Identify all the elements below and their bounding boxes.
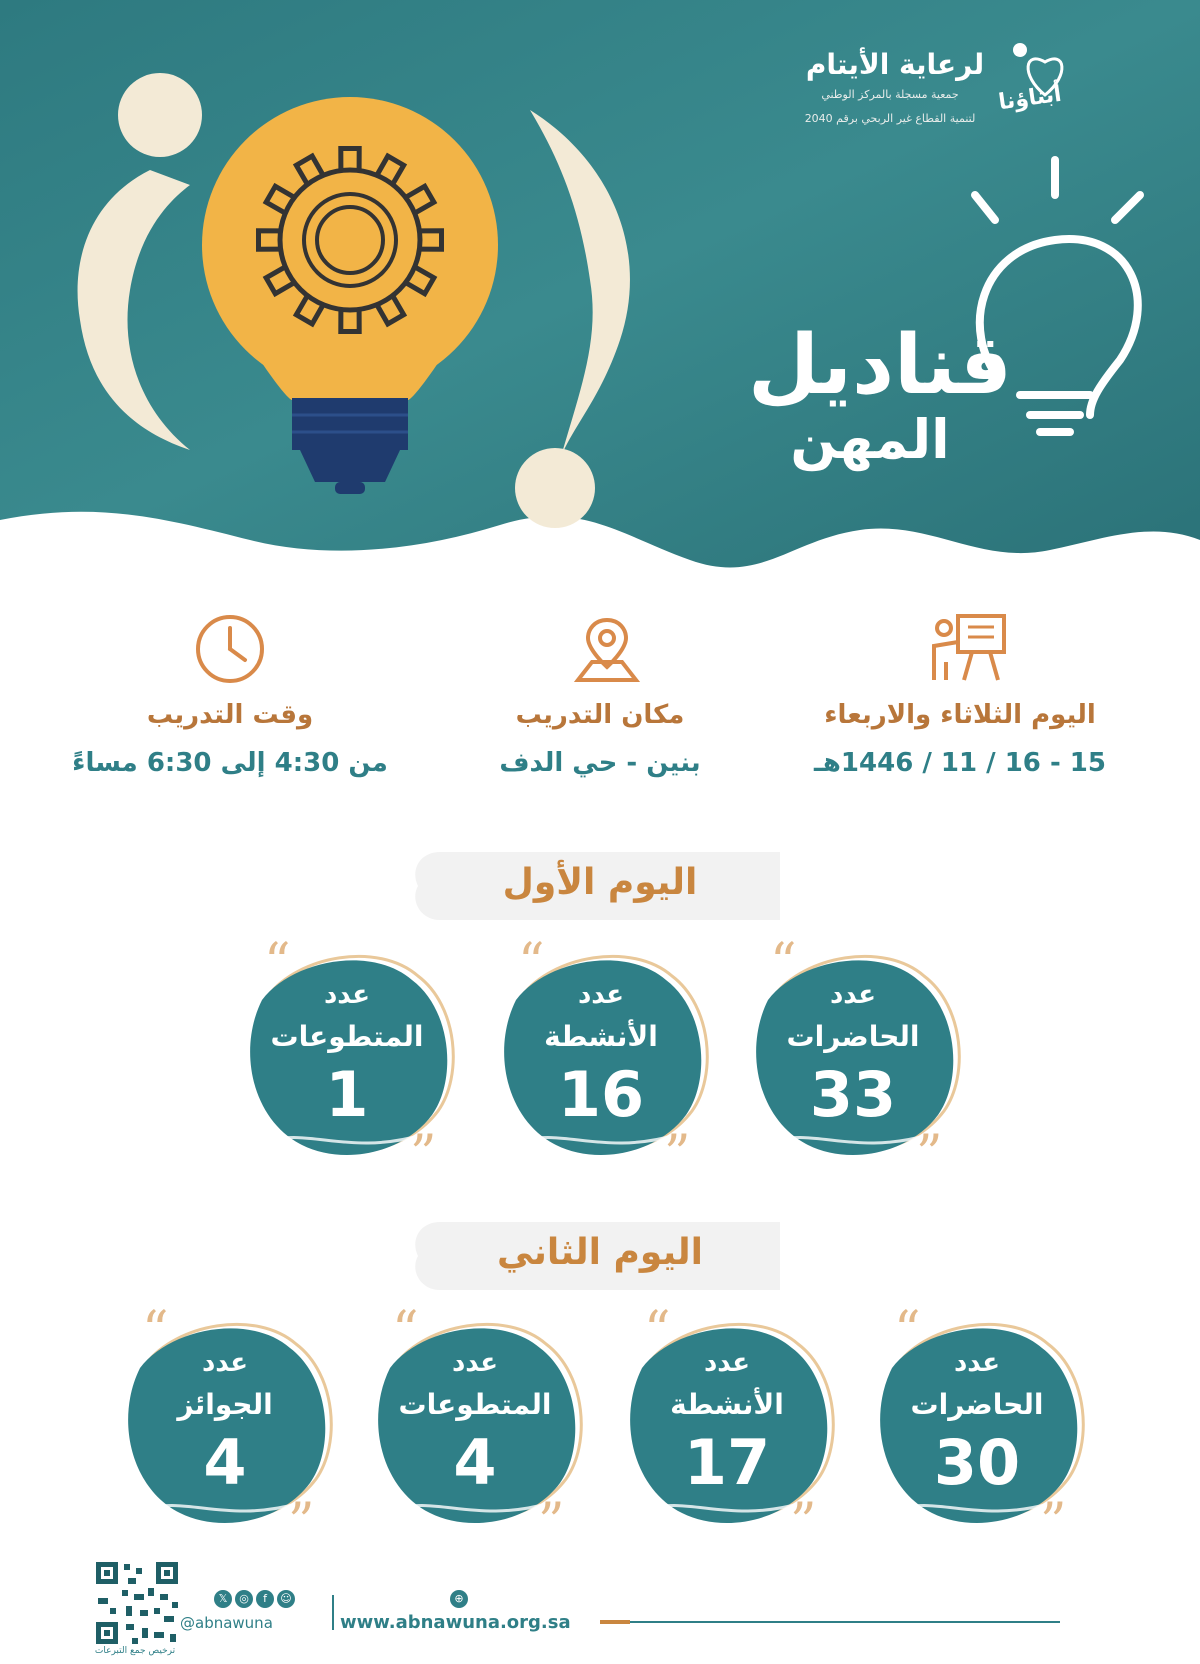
logo-brand: أبناؤنا: [996, 81, 1064, 116]
close-quote-icon: ”: [288, 1493, 315, 1538]
stat-card: [486, 940, 716, 1170]
snapchat-icon[interactable]: ☺: [277, 1590, 295, 1608]
stat-blob: [360, 1308, 590, 1538]
stat-label-2: الحاضرات: [786, 1020, 920, 1053]
logo-registration-line-1: جمعية مسجلة بالمركز الوطني: [821, 88, 959, 101]
info-date-label: اليوم الثلاثاء والاربعاء: [824, 700, 1096, 730]
stat-value: 17: [683, 1426, 771, 1499]
day2-title: اليوم الثاني: [496, 1232, 704, 1273]
stat-label-2: الحاضرات: [910, 1388, 1044, 1421]
info-place-label: مكان التدريب: [515, 700, 685, 730]
open-quote-icon: “: [518, 940, 545, 993]
stat-value: 4: [453, 1426, 497, 1499]
presentation-board-icon: [928, 612, 1010, 686]
stat-value: 16: [557, 1058, 645, 1131]
close-quote-icon: ”: [790, 1493, 817, 1538]
stat-value: 1: [325, 1058, 369, 1131]
stat-label-2: المتطوعات: [398, 1388, 552, 1421]
open-quote-icon: “: [770, 940, 797, 993]
stat-label-1: عدد: [201, 1348, 249, 1378]
info-time-value: من 4:30 إلى 6:30 مساءً: [72, 748, 388, 778]
stat-label-1: عدد: [323, 980, 371, 1010]
open-quote-icon: “: [142, 1308, 169, 1361]
stat-blob: [612, 1308, 842, 1538]
website-link[interactable]: www.abnawuna.org.sa: [340, 1612, 571, 1633]
qr-caption: ترخيص جمع التبرعات: [94, 1646, 176, 1656]
day1-title: اليوم الأول: [502, 862, 698, 903]
stat-card: [738, 940, 968, 1170]
open-quote-icon: “: [264, 940, 291, 993]
stat-blob: [110, 1308, 340, 1538]
heart-person-icon: [1000, 40, 1080, 100]
stat-card: [862, 1308, 1092, 1538]
stat-label-1: عدد: [451, 1348, 499, 1378]
map-pin-icon: [570, 612, 644, 686]
stat-label-2: الجوائز: [177, 1388, 273, 1421]
stat-label-1: عدد: [577, 980, 625, 1010]
open-quote-icon: “: [644, 1308, 671, 1361]
stat-card: [232, 940, 462, 1170]
close-quote-icon: ”: [664, 1125, 691, 1170]
open-quote-icon: “: [894, 1308, 921, 1361]
logo-org-name: لرعاية الأيتام: [805, 48, 985, 81]
stat-card: [360, 1308, 590, 1538]
close-quote-icon: ”: [538, 1493, 565, 1538]
stat-blob: [232, 940, 462, 1170]
qr-code[interactable]: [92, 1558, 182, 1648]
stat-value: 30: [933, 1426, 1021, 1499]
stat-card: [110, 1308, 340, 1538]
x-icon[interactable]: 𝕏: [214, 1590, 232, 1608]
stat-blob: [862, 1308, 1092, 1538]
facebook-icon[interactable]: f: [256, 1590, 274, 1608]
logo-registration-line-2: لتنمية القطاع غير الربحي برقم 2040: [804, 112, 976, 125]
info-place-value: بنين - حي الدف: [499, 748, 701, 778]
globe-icon: ⊕: [450, 1590, 468, 1608]
instagram-icon[interactable]: ◎: [235, 1590, 253, 1608]
social-handle[interactable]: @abnawuna: [180, 1614, 273, 1632]
title-line-2: المهن: [790, 408, 950, 471]
info-date-value: 15 - 16 / 11 / 1446هـ: [814, 748, 1106, 778]
close-quote-icon: ”: [916, 1125, 943, 1170]
stat-card: [612, 1308, 842, 1538]
stat-value: 4: [203, 1426, 247, 1499]
close-quote-icon: ”: [410, 1125, 437, 1170]
info-time-label: وقت التدريب: [146, 700, 314, 730]
clock-icon: [193, 612, 267, 686]
stat-value: 33: [809, 1058, 897, 1131]
stat-label-1: عدد: [829, 980, 877, 1010]
stat-label-1: عدد: [703, 1348, 751, 1378]
close-quote-icon: ”: [1040, 1493, 1067, 1538]
stat-blob: [738, 940, 968, 1170]
stat-label-2: المتطوعات: [270, 1020, 424, 1053]
title-line-1: قناديل: [747, 318, 1013, 413]
stat-label-2: الأنشطة: [670, 1388, 784, 1421]
open-quote-icon: “: [392, 1308, 419, 1361]
stat-blob: [486, 940, 716, 1170]
stat-label-2: الأنشطة: [544, 1020, 658, 1053]
stat-label-1: عدد: [953, 1348, 1001, 1378]
